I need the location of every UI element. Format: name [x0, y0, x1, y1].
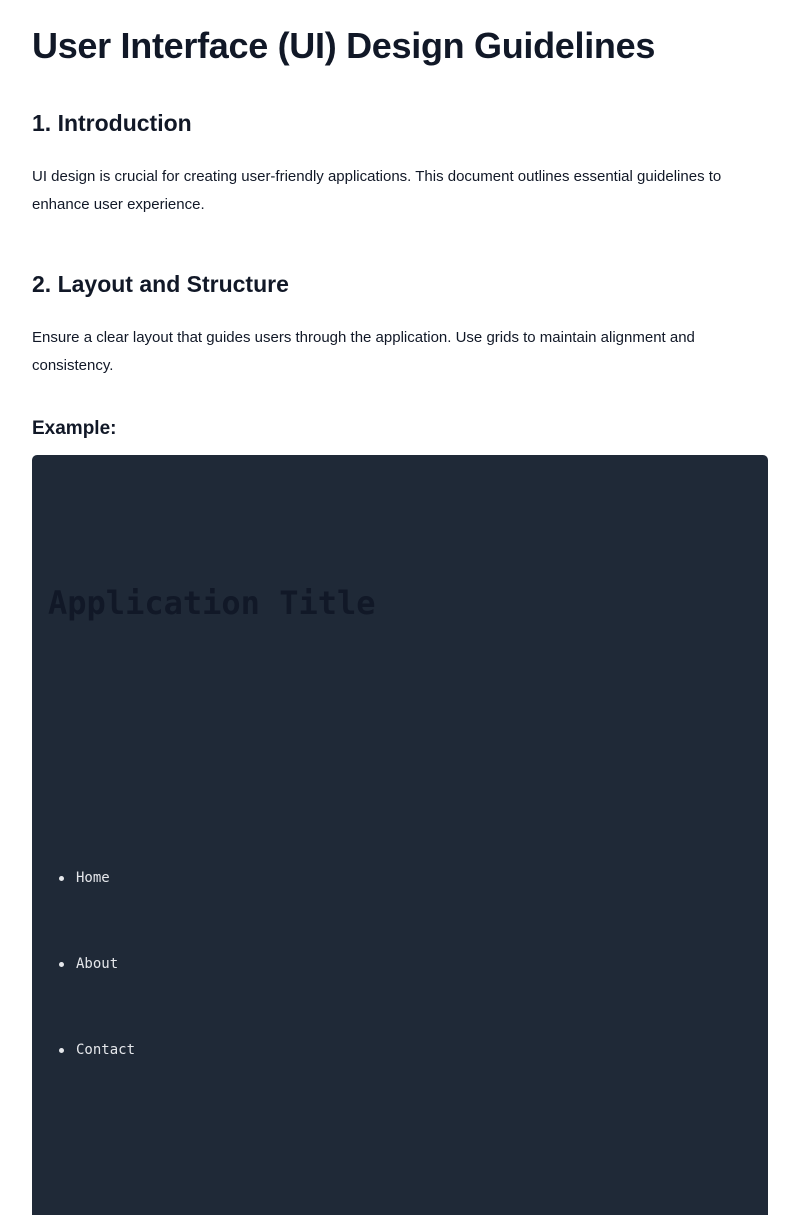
section-text-layout: Ensure a clear layout that guides users through the application. Use grids to maintain alignment and consistency.: [32, 329, 695, 374]
bullet-icon: [59, 962, 64, 967]
example-heading: Example:: [32, 418, 117, 439]
example-nav-item-contact: [48, 1039, 135, 1061]
section-text-introduction: UI design is crucial for creating user-friendly applications. This document outlines essential guidelines to enhance user experience.: [32, 168, 722, 213]
page-title: User Interface (UI) Design Guidelines: [32, 25, 656, 66]
bullet-icon: [59, 1048, 64, 1053]
nav-item-label: About: [76, 956, 119, 972]
section-heading-layout: 2. Layout and Structure: [32, 271, 289, 297]
section-heading-introduction: 1. Introduction: [32, 110, 192, 136]
example-nav-item-about: [48, 953, 135, 975]
nav-item-label: Contact: [76, 1042, 136, 1058]
example-app-title: Application Title: [48, 584, 376, 622]
example-code-block: [32, 455, 768, 1215]
example-nav-item-home: [48, 867, 135, 889]
nav-item-label: Home: [76, 870, 110, 886]
example-nav-list: [48, 867, 135, 1125]
bullet-icon: [59, 876, 64, 881]
